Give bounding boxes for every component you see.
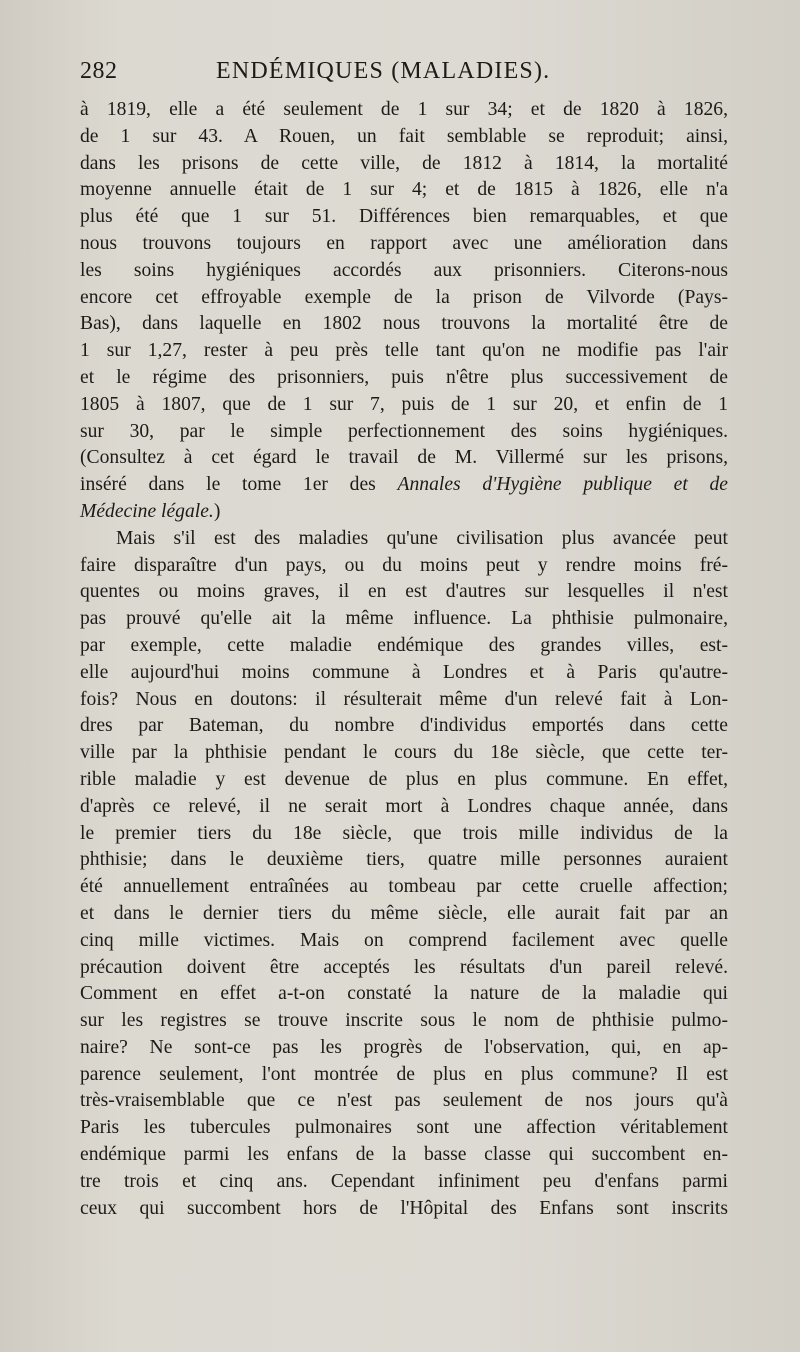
text-line: Mais s'il est des maladies qu'une civilisation plus avancée peut <box>116 527 728 549</box>
text-line: été annuellement entraînées au tombeau par cette cruelle affection; <box>80 876 728 898</box>
text-line: fois? Nous en doutons: il résulterait même d'un relevé fait à Lon- <box>80 688 728 710</box>
italic-title: Médecine légale. <box>80 500 214 522</box>
text-line: très-vraisemblable que ce n'est pas seulement de nos jours qu'à <box>80 1090 728 1112</box>
text-line: plus été que 1 sur 51. Différences bien remarquables, et que <box>80 206 728 228</box>
text-line: 1 sur 1,27, rester à peu près telle tant qu'on ne modifie pas l'air <box>80 340 728 362</box>
text-line: de 1 sur 43. A Rouen, un fait semblable se reproduit; ainsi, <box>80 125 728 147</box>
text-line: 1805 à 1807, que de 1 sur 7, puis de 1 sur 20, et enfin de 1 <box>80 393 728 415</box>
body-text <box>80 97 728 1222</box>
text-line: et dans le dernier tiers du même siècle, elle aurait fait par an <box>80 902 728 924</box>
text-line: par exemple, cette maladie endémique des grandes villes, est- <box>80 634 728 656</box>
text-line: parence seulement, l'ont montrée de plus en plus commune? Il est <box>80 1063 728 1085</box>
text-line: tre trois et cinq ans. Cependant infiniment peu d'enfans parmi <box>80 1170 728 1192</box>
text-line: d'après ce relevé, il ne serait mort à Londres chaque année, dans <box>80 795 728 817</box>
text-line: encore cet effroyable exemple de la prison de Vilvorde (Pays- <box>80 286 728 308</box>
text-line: faire disparaître d'un pays, ou du moins peut y rendre moins fré- <box>80 554 728 576</box>
page-header <box>80 58 720 92</box>
text-span: inséré dans le tome 1er des <box>80 474 376 496</box>
text-line: Paris les tubercules pulmonaires sont une affection véritablement <box>80 1117 728 1139</box>
text-line: cinq mille victimes. Mais on comprend facilement avec quelle <box>80 929 728 951</box>
paragraph-2 <box>80 526 728 1223</box>
text-line: à 1819, elle a été seulement de 1 sur 34; et de 1820 à 1826, <box>80 99 728 120</box>
text-line: précaution doivent être acceptés les résultats d'un pareil relevé. <box>80 956 728 978</box>
text-line <box>80 499 728 526</box>
running-head: ENDÉMIQUES (MALADIES). <box>216 58 551 84</box>
text-line: quentes ou moins graves, il en est d'autres sur lesquelles il n'est <box>80 581 728 603</box>
paragraph-1-ending <box>80 472 728 526</box>
text-line <box>80 472 728 499</box>
text-line: les soins hygiéniques accordés aux prisonniers. Citerons-nous <box>80 259 728 281</box>
text-line: Comment en effet a-t-on constaté la nature de la maladie qui <box>80 983 728 1005</box>
text-line: rible maladie y est devenue de plus en plus commune. En effet, <box>80 768 728 790</box>
text-line: Bas), dans laquelle en 1802 nous trouvons la mortalité être de <box>80 313 728 335</box>
text-line: sur 30, par le simple perfectionnement des soins hygiéniques. <box>80 420 728 442</box>
text-line: sur les registres se trouve inscrite sous le nom de phthisie pulmo- <box>80 1010 728 1032</box>
paragraph-1 <box>80 97 728 472</box>
text-line: naire? Ne sont-ce pas les progrès de l'observation, qui, en ap- <box>80 1036 728 1058</box>
text-line: le premier tiers du 18e siècle, que trois mille individus de la <box>80 822 728 844</box>
page-number: 282 <box>80 58 118 84</box>
text-span: ) <box>213 500 221 522</box>
text-line: ville par la phthisie pendant le cours du 18e siècle, que cette ter- <box>80 742 728 764</box>
text-line: et le régime des prisonniers, puis n'être plus successivement de <box>80 366 728 388</box>
text-line: endémique parmi les enfans de la basse classe qui succombent en- <box>80 1144 728 1166</box>
text-line: dres par Bateman, du nombre d'individus emportés dans cette <box>80 715 728 737</box>
text-line: ceux qui succombent hors de l'Hôpital des Enfans sont inscrits <box>80 1197 728 1219</box>
text-line: moyenne annuelle était de 1 sur 4; et de 1815 à 1826, elle n'a <box>80 179 728 201</box>
italic-title: Annales d'Hygiène publique et de <box>397 474 729 496</box>
text-line: pas prouvé qu'elle ait la même influence. La phthisie pulmonaire, <box>80 608 728 630</box>
text-line: elle aujourd'hui moins commune à Londres et à Paris qu'autre- <box>80 661 728 683</box>
text-line: dans les prisons de cette ville, de 1812 à 1814, la mortalité <box>80 152 728 174</box>
text-line: nous trouvons toujours en rapport avec une amélioration dans <box>80 232 728 254</box>
text-line: (Consultez à cet égard le travail de M. Villermé sur les prisons, <box>80 447 728 469</box>
text-line: phthisie; dans le deuxième tiers, quatre mille personnes auraient <box>80 849 728 871</box>
